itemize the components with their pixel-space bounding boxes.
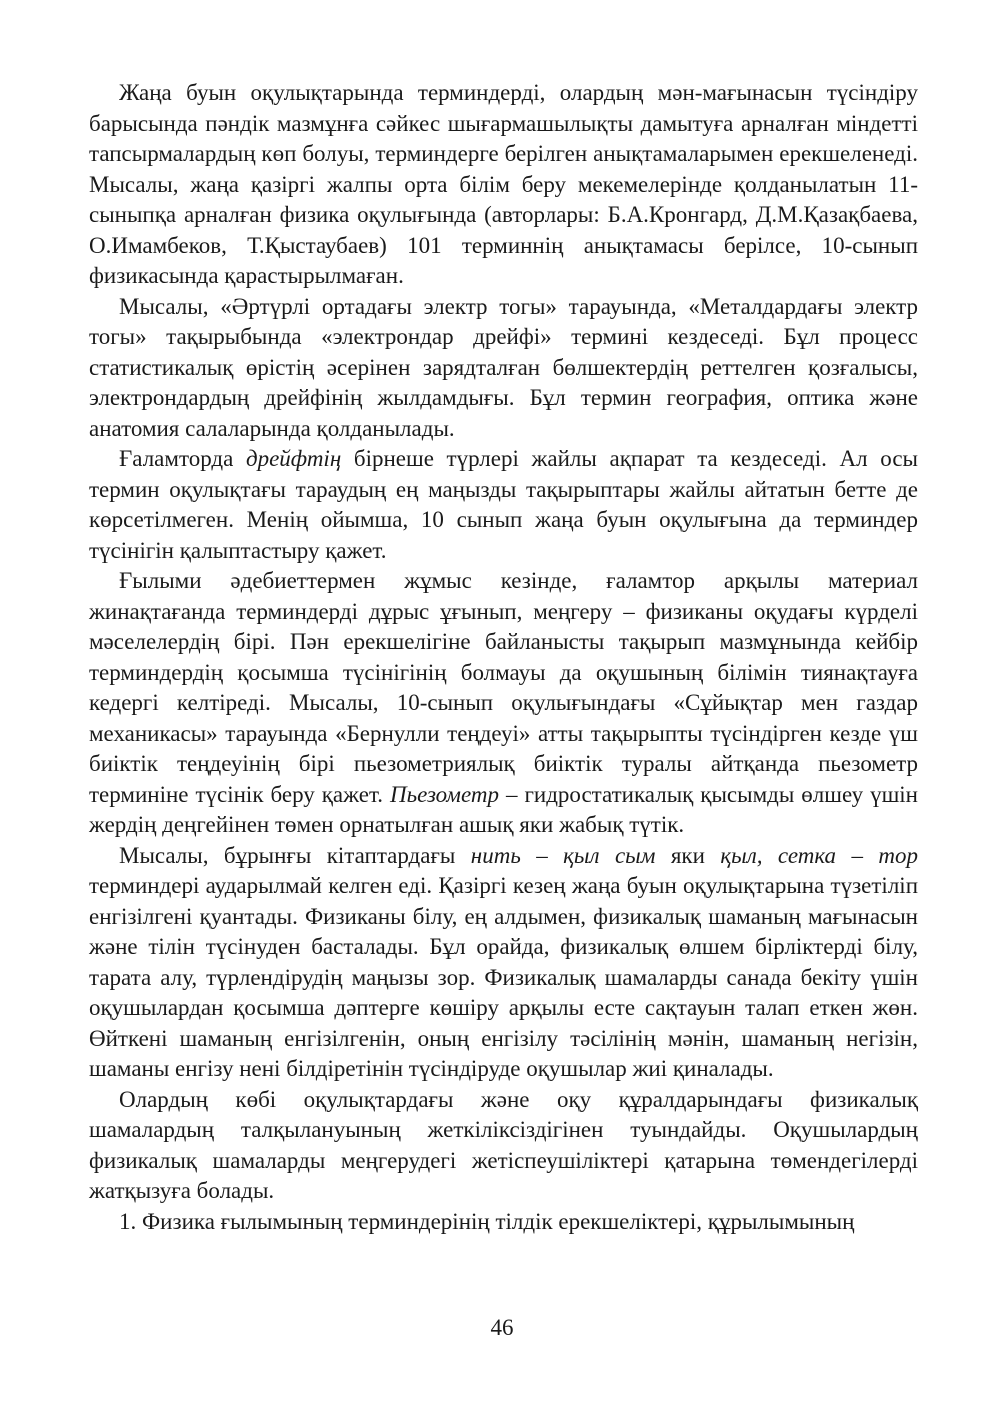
text-run: Олардың көбі оқулықтардағы және оқу құралдарындағы физикалық шамалардың талқылануының жеткіліксіздігінен туындайды. Оқушылардың физикалық шамаларды меңгерудегі жетіспеушіліктері қатарына төмендегілерді жатқызуға болады. bbox=[89, 1086, 918, 1203]
paragraph bbox=[89, 1085, 918, 1207]
paragraph bbox=[89, 841, 918, 1085]
text-run: – гидростатикалық қысымды өлшеу үшін жердің деңгейінен төмен орнатылған ашық яки жабық түтік. bbox=[89, 781, 918, 837]
paragraph bbox=[89, 1207, 918, 1238]
text-run: Жаңа буын оқулықтарында терминдерді, олардың мән-мағынасын түсіндіру барысында пәндік мазмұнға сәйкес шығармашылықты дамытуға арналған міндетті тапсырмалардың көп болуы, терминдерге берілген анықтамаларымен ерекшеленеді. Мысалы, жаңа қазіргі жалпы орта білім беру мекемелерінде қолданылатын 11-сыныпқа арналған физика оқулығында (авторлары: Б.А.Кронгард, Д.М.Қазақбаева, О.Имамбеков, Т.Қыстаубаев) 101 терминнің анықтамасы берілсе, 10-сынып физикасында қарастырылмаған. bbox=[89, 80, 918, 288]
italic-term: Пьезометр bbox=[390, 781, 499, 807]
text-run: Мысалы, бұрынғы кітаптардағы bbox=[119, 842, 471, 868]
text-run: Ғаламторда bbox=[119, 446, 246, 471]
text-run: Ғылыми әдебиеттермен жұмыс кезінде, ғаламтор арқылы материал жинақтағанда терминдерді дұрыс ұғынып, меңгеру – физиканы оқудағы күрделі мәселелердің бірі. Пән ерекшелігіне байланысты тақырып мазмұнында кейбір терминдердің қосымша түсінігінің болмауы да оқушының білімін тиянақтауға кедергі келтіреді. Мысалы, 10-сынып оқулығындағы «Сұйықтар мен газдар механикасы» тарауында «Бернулли теңдеуі» атты тақырыпты түсіндірген кезде үш биіктік теңдеуінің бірі пьезометриялық биіктік туралы айтқанда пьезометр терминіне түсінік беру қажет. bbox=[89, 568, 918, 807]
text-run: бірнеше түрлері жайлы ақпарат та кездеседі. Ал осы термин оқулықтағы тараудың ең маңызды тақырыптары жайлы айтатын бетте де көрсетілмеген. Менің ойымша, 10 сынып жаңа буын оқулығына да терминдер түсінігін қалыптастыру қажет. bbox=[89, 446, 918, 563]
text-run: 1. Физика ғылымының терминдерінің тілдік ерекшеліктері, құрылымының bbox=[119, 1208, 855, 1234]
italic-term: дрейфтің bbox=[245, 446, 342, 471]
paragraph bbox=[89, 566, 918, 841]
body-text bbox=[89, 78, 918, 1237]
page-number: 46 bbox=[490, 1315, 514, 1340]
paragraph bbox=[89, 292, 918, 445]
italic-term: қыл, сетка – тор bbox=[720, 842, 918, 868]
text-run: яки bbox=[655, 842, 721, 868]
text-run: терминдері аударылмай келген еді. Қазіргі кезең жаңа буын оқулықтарына түзетіліп енгізілгені қуантады. Физиканы білу, ең алдымен, физикалық шаманың мағынасын және тілін түсінуден басталады. Бұл орайда, физикалық өлшем бірліктерді білу, тарата алу, түрлендірудің маңызы зор. Физикалық шамаларды санада бекіту үшін оқушылардан қосымша дәптерге көшіру арқылы есте сақтауын талап еткен жөн. Өйткені шаманың енгізілгенін, оның енгізілу тәсілінің мәнін, шаманың негізін, шаманы енгізу нені білдіретінін түсіндіруде оқушылар жиі қиналады. bbox=[89, 873, 918, 1081]
text-run: Мысалы, «Әртүрлі ортадағы электр тогы» тарауында, «Металдардағы электр тогы» тақырыбында «электрондар дрейфі» термині кездеседі. Бұл процесс статистикалық өрістің әсерінен зарядталған бөлшектердің реттелген қозғалысы, электрондардың дрейфінің жылдамдығы. Бұл термин география, оптика және анатомия салаларында қолданылады. bbox=[89, 293, 918, 441]
paragraph bbox=[89, 78, 918, 292]
paragraph bbox=[89, 444, 918, 566]
italic-term: нить – қыл сым bbox=[470, 842, 656, 868]
